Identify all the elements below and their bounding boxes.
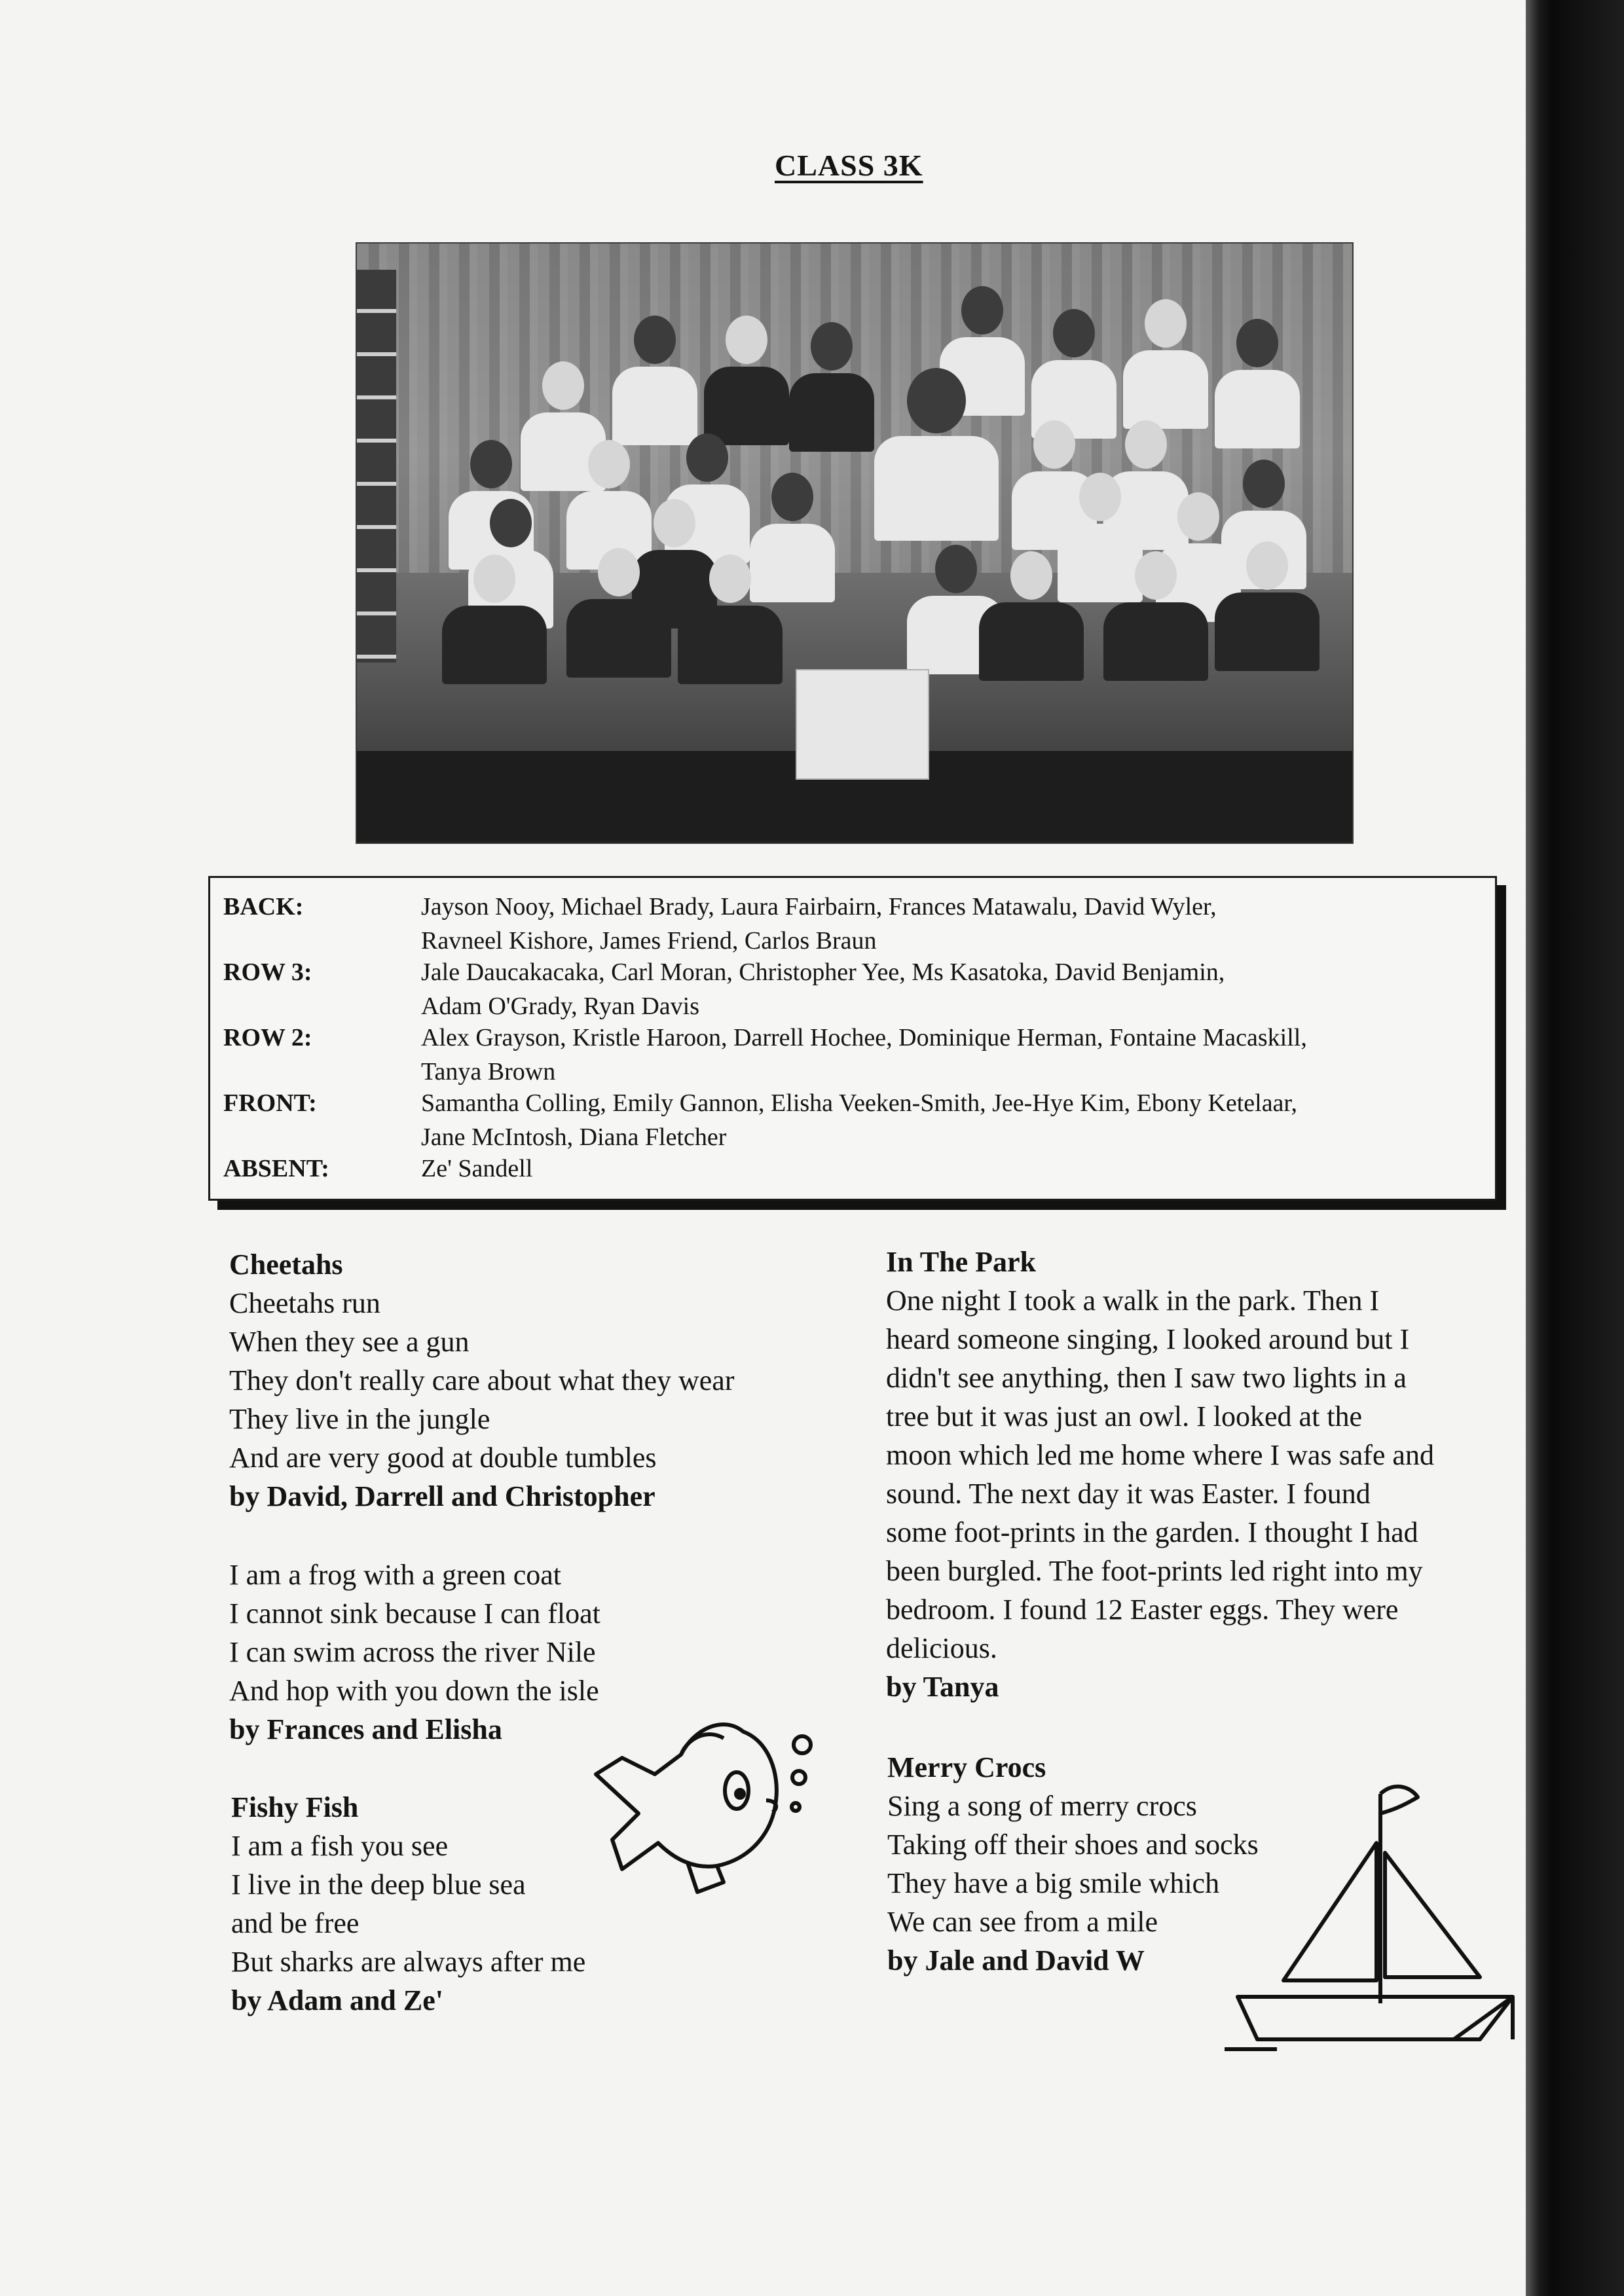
names-value: Samantha Colling, Emily Gannon, Elisha Veeken-Smith, Jee-Hye Kim, Ebony Ketelaar, Jane McIntosh, Diana Fletcher bbox=[421, 1089, 1298, 1151]
poem-byline: by Jale and David W bbox=[887, 1944, 1145, 1977]
photo-child bbox=[704, 316, 789, 445]
story-line: some foot-prints in the garden. I thought I had bbox=[886, 1516, 1418, 1548]
poem-fishy-fish bbox=[231, 1788, 585, 2020]
poem-byline: by David, Darrell and Christopher bbox=[229, 1480, 655, 1512]
story-line: tree but it was just an owl. I looked at the bbox=[886, 1400, 1363, 1432]
poem-line: But sharks are always after me bbox=[231, 1946, 586, 1978]
poem-line: I am a fish you see bbox=[231, 1830, 449, 1862]
poem-byline: by Frances and Elisha bbox=[229, 1713, 502, 1745]
poem-line: They live in the jungle bbox=[229, 1403, 490, 1435]
poem-title: Merry Crocs bbox=[887, 1751, 1046, 1783]
class-names-box bbox=[208, 876, 1497, 1201]
names-label: FRONT: bbox=[223, 1089, 317, 1117]
photo-child bbox=[442, 555, 547, 684]
names-label: ABSENT: bbox=[223, 1155, 329, 1182]
photo-child bbox=[1215, 541, 1320, 671]
story-line: moon which led me home where I was safe and bbox=[886, 1439, 1434, 1471]
story-in-the-park bbox=[886, 1243, 1434, 1706]
story-line: been burgled. The foot-prints led right into my bbox=[886, 1555, 1423, 1587]
names-value: Jayson Nooy, Michael Brady, Laura Fairbairn, Frances Matawalu, David Wyler, Ravneel Kishore, James Friend, Carlos Braun bbox=[421, 893, 1217, 955]
photo-class-sign bbox=[796, 669, 929, 780]
poem-byline: by Tanya bbox=[886, 1671, 999, 1703]
photo-child bbox=[979, 551, 1084, 681]
names-value: Jale Daucakacaka, Carl Moran, Christopher Yee, Ms Kasatoka, David Benjamin, Adam O'Grady, Ryan Davis bbox=[421, 958, 1225, 1020]
poem-line: and be free bbox=[231, 1907, 360, 1939]
poem-title: Fishy Fish bbox=[231, 1791, 359, 1823]
poem-cheetahs bbox=[229, 1245, 734, 1516]
story-line: sound. The next day it was Easter. I found bbox=[886, 1478, 1371, 1510]
photo-bookshelf bbox=[357, 270, 396, 663]
poem-line: When they see a gun bbox=[229, 1326, 470, 1358]
photo-child bbox=[1031, 309, 1116, 439]
poem-line: I cannot sink because I can float bbox=[229, 1597, 600, 1630]
photo-child bbox=[789, 322, 874, 452]
names-label: ROW 3: bbox=[223, 958, 312, 986]
poem-frog bbox=[229, 1556, 600, 1749]
sailboat-icon bbox=[1205, 1781, 1519, 2062]
names-value: Ze' Sandell bbox=[421, 1155, 533, 1182]
story-line: didn't see anything, then I saw two lights in a bbox=[886, 1362, 1407, 1394]
photo-teacher bbox=[874, 368, 999, 541]
poem-line: Cheetahs run bbox=[229, 1287, 380, 1319]
photo-child bbox=[678, 555, 783, 684]
poem-line: We can see from a mile bbox=[887, 1906, 1158, 1938]
poem-line: And are very good at double tumbles bbox=[229, 1442, 657, 1474]
poem-title: In The Park bbox=[886, 1246, 1037, 1278]
story-line: bedroom. I found 12 Easter eggs. They were bbox=[886, 1594, 1399, 1626]
names-label: ROW 2: bbox=[223, 1024, 312, 1051]
class-photo bbox=[357, 244, 1352, 843]
page-title: CLASS 3K bbox=[775, 149, 923, 182]
story-line: delicious. bbox=[886, 1632, 997, 1664]
poem-byline: by Adam and Ze' bbox=[231, 1984, 443, 2016]
poem-line: They have a big smile which bbox=[887, 1867, 1220, 1899]
poem-line: And hop with you down the isle bbox=[229, 1675, 599, 1707]
poem-line: They don't really care about what they wear bbox=[229, 1364, 735, 1396]
poem-line: I can swim across the river Nile bbox=[229, 1636, 596, 1668]
photo-child bbox=[612, 316, 697, 445]
photo-child bbox=[566, 548, 671, 678]
story-line: One night I took a walk in the park. Then I bbox=[886, 1285, 1380, 1317]
poem-line: I live in the deep blue sea bbox=[231, 1868, 526, 1901]
poem-title: Cheetahs bbox=[229, 1248, 343, 1281]
poem-line: Sing a song of merry crocs bbox=[887, 1790, 1197, 1822]
photo-child bbox=[1215, 319, 1300, 448]
poem-line: Taking off their shoes and socks bbox=[887, 1829, 1259, 1861]
poem-merry-crocs bbox=[887, 1748, 1259, 1980]
names-value: Alex Grayson, Kristle Haroon, Darrell Hochee, Dominique Herman, Fontaine Macaskill, Tanya Brown bbox=[421, 1024, 1307, 1085]
photo-child bbox=[1123, 299, 1208, 429]
fish-icon bbox=[583, 1702, 819, 1925]
story-line: heard someone singing, I looked around but I bbox=[886, 1323, 1410, 1355]
photo-child bbox=[1103, 551, 1208, 681]
poem-line: I am a frog with a green coat bbox=[229, 1559, 561, 1591]
page-gutter-shadow bbox=[1526, 0, 1624, 2296]
names-label: BACK: bbox=[223, 893, 304, 920]
